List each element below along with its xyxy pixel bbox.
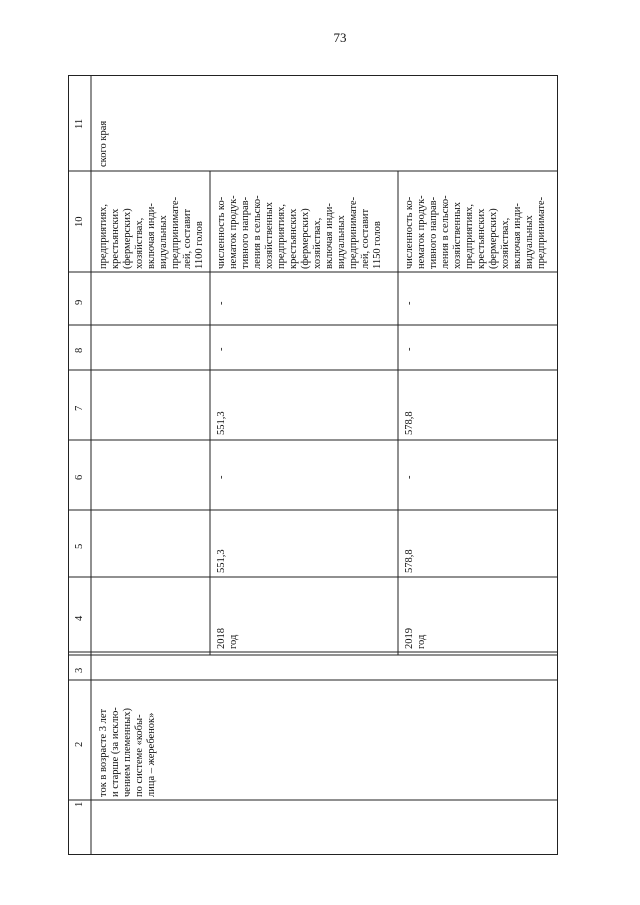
col-header-11: 11 [74, 118, 85, 129]
row3-col8: - [404, 347, 415, 351]
col-header-3: 3 [74, 667, 85, 673]
col-header-5: 5 [74, 543, 85, 549]
row2-col7: 551,3 [216, 411, 227, 435]
col-header-9: 9 [74, 299, 85, 305]
row1-executor: ского края [98, 120, 109, 167]
row2-col8: - [216, 347, 227, 351]
row2-col9: - [216, 301, 227, 305]
col-header-1: 1 [74, 801, 85, 807]
row1-indicator: ток в возрасте 3 лет и старше (за исклю- чением племенных) по системе «кобы- лица – жеребенок» [98, 707, 157, 797]
row2-result: численность ко- нематок продук- тивного направ- ления в сельско- хозяйственных предприятиях, крестьянских (фермерских) хозяйствах, включая инди- видуальных предпринимате- лей, составит 1150 голов [216, 195, 383, 269]
row3-result: численность ко- нематок продук- тивного направ- ления в сельско- хозяйственных предприятиях, крестьянских (фермерских) хозяйствах, включая инди- видуальных предпринимате- [404, 195, 547, 269]
col-header-7: 7 [74, 405, 85, 411]
col-header-4: 4 [74, 615, 85, 621]
col-header-10: 10 [74, 216, 85, 227]
row2-col6: - [216, 475, 227, 479]
col-header-2: 2 [74, 741, 85, 747]
row2-year: 2018 год [216, 628, 239, 649]
page-number: 73 [333, 30, 347, 45]
row3-col7: 578,8 [404, 411, 415, 435]
row3-col6: - [404, 475, 415, 479]
row1-result: предприятиях, крестьянских (фермерских) хозяйствах, включая инди- видуальных предпринимате- лей, составит 1100 голов [98, 196, 205, 269]
col-header-6: 6 [74, 474, 85, 480]
row3-col5: 578,8 [404, 549, 415, 573]
row3-year: 2019 год [404, 628, 427, 649]
row3-col9: - [404, 301, 415, 305]
row2-col5: 551,3 [216, 549, 227, 573]
col-header-8: 8 [74, 347, 85, 353]
rotated-table [68, 75, 558, 855]
